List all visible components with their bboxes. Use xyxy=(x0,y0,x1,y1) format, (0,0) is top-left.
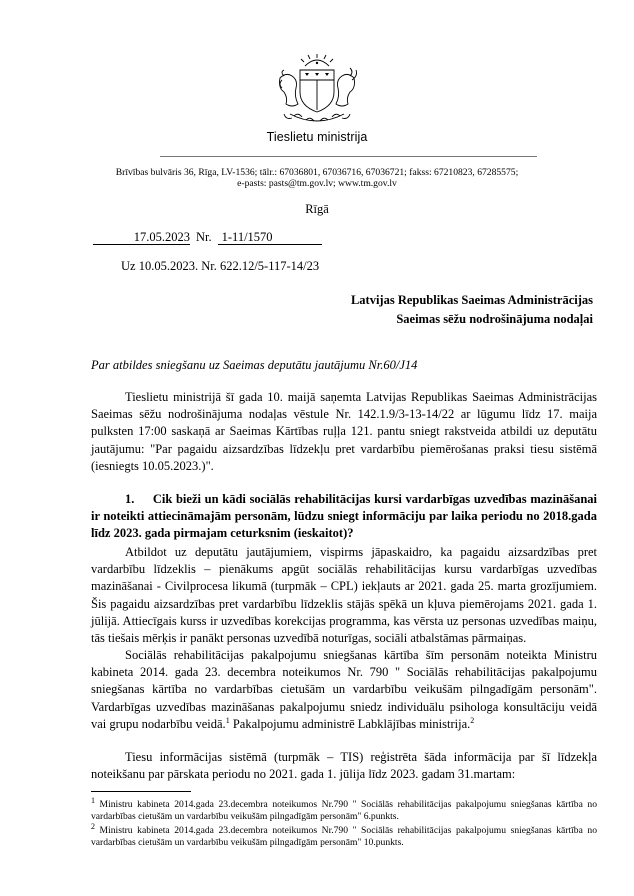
coat-of-arms-icon xyxy=(272,54,362,130)
place: Rīgā xyxy=(305,202,329,216)
paragraph-text: Tiesu informācijas sistēmā (turpmāk – TIS) reģistrēta šāda informācija par šī līdzekļa noteikšanu par pārskata periodu no 2021. gada 1. jūlija līdz 2023. gadam 31.martam: xyxy=(91,750,597,782)
question-text: 1. Cik bieži un kādi sociālās rehabilitācijas kursi vardarbīgas uzvedības mazināšanai ir noteikti attiecināmajām personām, lūdzu sniegt informāciju par laika periodu no 2018.gada līdz 2023. gada pirmajam ceturksnim (ieskaitot)? xyxy=(91,492,601,541)
paragraph-text: Sociālās rehabilitācijas pakalpojumu sniegšanas kārtība šīm personām noteikta Ministru kabineta 2014. gada 23. decembra noteikumos Nr. 790 " Sociālās rehabilitācijas pakalpojumu sniegšanas kārtība no vardarbības cietušām un vardarbību veikušām pilngadīgām personām". Vardarbīgas uzvedības mazināšanas pakalpojumu sniedz individuālu psihologa konsultāciju veidā vai grupu nodarbību veidā. xyxy=(91,648,597,731)
footnote-divider xyxy=(91,791,191,792)
question-1 xyxy=(91,491,601,543)
date-number-line xyxy=(93,230,322,245)
footnote-mark: 2 xyxy=(91,821,95,831)
body-paragraph-1 xyxy=(91,389,597,475)
footnote-mark: 1 xyxy=(91,795,95,805)
footnote-ref-1[interactable]: 1 xyxy=(225,715,230,725)
ministry-name: Tieslietu ministrija xyxy=(266,130,368,144)
footnote-text: Ministru kabineta 2014.gada 23.decembra noteikumos Nr.790 " Sociālās rehabilitācijas pakalpojumu sniegšanas kārtība no vardarbības cietušām un vardarbību veikušām pilngadīgām personām" 10.punkts. xyxy=(91,825,597,848)
recipient xyxy=(351,291,593,329)
header-divider xyxy=(160,156,537,157)
paragraph-text: Atbildot uz deputātu jautājumiem, vispirms jāpaskaidro, ka pagaidu aizsardzības pret vardarbību līdzeklis – pienākums apgūt sociālās rehabilitācijas kursu vardarbīgas uzvedības mazināšanai - Civilprocesa likumā (turpmāk – CPL) iekļauts ar 2021. gada 25. marta grozījumiem. Šis pagaidu aizsardzības pret vardarbību līdzeklis stājās spēkā un kļuva piemērojams 2021. gada 1. jūlijā. Attiecīgais kurss ir uzvedības korekcijas programma, kas vērsta uz personas uzvedības maiņu, tās tiešais mērķis ir panākt personas uzvedībā noturīgas, sociāli atbalstāmas pārmaiņas. xyxy=(91,545,597,646)
body-paragraph-3 xyxy=(91,544,597,647)
number-label: Nr. xyxy=(196,230,212,244)
document-number: 1-11/1570 xyxy=(218,231,322,245)
document-date: 17.05.2023 xyxy=(93,231,190,245)
reference-line: Uz 10.05.2023. Nr. 622.12/5-117-14/23 xyxy=(121,259,320,273)
address-line-1: Brīvības bulvāris 36, Rīga, LV-1536; tālr.: 67036801, 67036716, 67036721; fakss: 67210823, 67285575; xyxy=(115,167,519,178)
body-paragraph-4 xyxy=(91,647,597,733)
footnotes xyxy=(91,795,597,851)
footnote-2 xyxy=(91,821,597,849)
recipient-line-2: Saeimas sēžu nodrošinājuma nodaļai xyxy=(396,312,593,326)
paragraph-text: Tieslietu ministrijā šī gada 10. maijā saņemta Latvijas Republikas Saeimas Administrācijas Saeimas sēžu nodrošinājuma nodaļas vēstule Nr. 142.1.9/3-13-14/22 ar lūgumu līdz 17. maija pulksten 17:00 saskaņā ar Saeimas Kārtības ruļļa 121. pantu sniegt rakstveida atbildi uz deputātu jautājumu: "Par pagaidu aizsardzības līdzekļu pret vardarbību piemērošanas praksi tiesu sistēmā (iesniegts 10.05.2023.)". xyxy=(91,390,597,473)
paragraph-text-cont: Pakalpojumu administrē Labklājības ministrija. xyxy=(229,716,471,731)
footnote-ref-2[interactable]: 2 xyxy=(470,715,475,725)
address-line-2: e-pasts: pasts@tm.gov.lv; www.tm.gov.lv xyxy=(237,178,397,189)
body-paragraph-5 xyxy=(91,749,597,783)
subject-line: Par atbildes sniegšanu uz Saeimas deputātu jautājumu Nr.60/J14 xyxy=(91,358,418,372)
footnote-text: Ministru kabineta 2014.gada 23.decembra noteikumos Nr.790 " Sociālās rehabilitācijas pakalpojumu sniegšanas kārtība no vardarbības cietušām un vardarbību veikušām pilngadīgām personām" 6.punkts. xyxy=(91,799,597,822)
footnote-1 xyxy=(91,795,597,823)
recipient-line-1: Latvijas Republikas Saeimas Administrācijas xyxy=(350,293,593,307)
